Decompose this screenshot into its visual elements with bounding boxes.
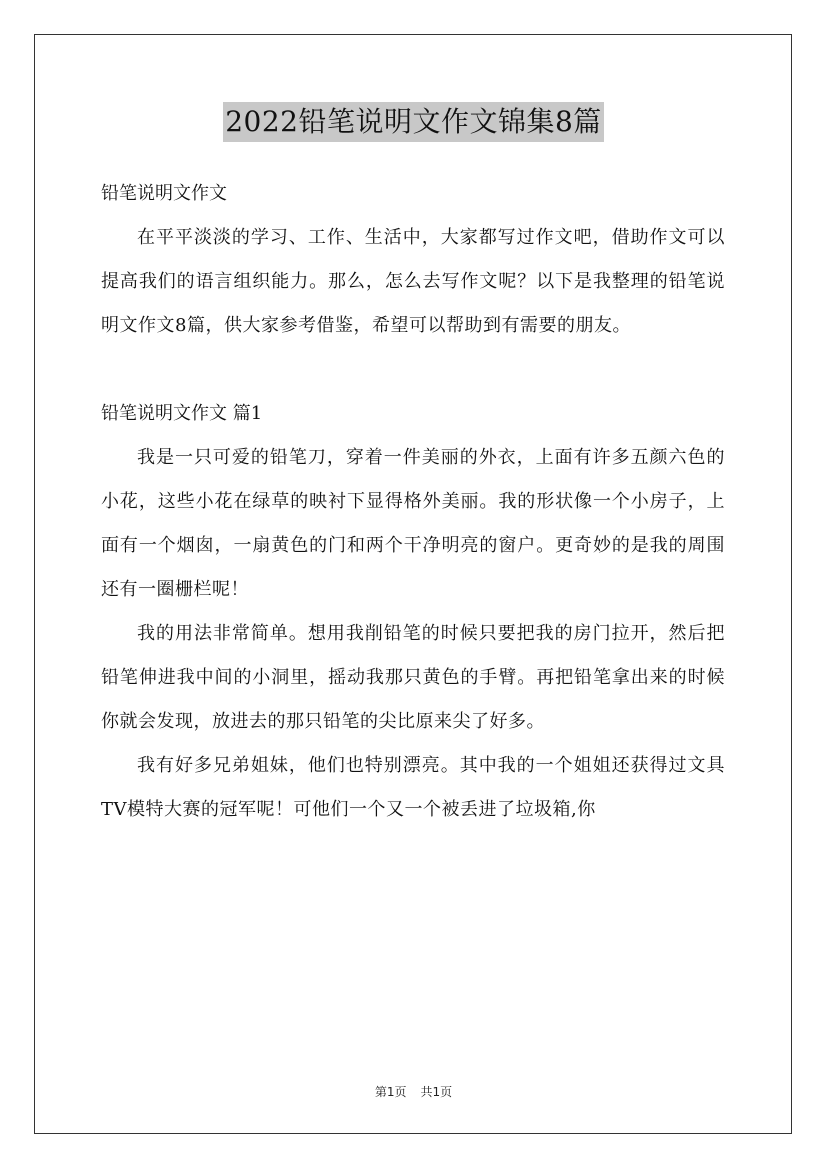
page-number: 第1页 — [374, 1085, 407, 1099]
section1-paragraph-2: 我的用法非常简单。想用我削铅笔的时候只要把我的房门拉开，然后把铅笔伸进我中间的小洞里，摇动我那只黄色的手臂。再把铅笔拿出来的时候你就会发现，放进去的那只铅笔的尖比原来尖了好多。 — [101, 623, 725, 732]
section-spacer — [101, 348, 725, 392]
page-footer — [0, 1083, 827, 1100]
title-container — [0, 102, 827, 142]
intro-heading: 铅笔说明文作文 — [101, 183, 227, 204]
document-title: 2022铅笔说明文作文锦集8篇 — [223, 102, 604, 142]
document-body — [101, 172, 725, 832]
section1-heading: 铅笔说明文作文 篇1 — [101, 403, 263, 424]
section1-paragraph-3: 我有好多兄弟姐妹，他们也特别漂亮。其中我的一个姐姐还获得过文具TV模特大赛的冠军呢！可他们一个又一个被丢进了垃圾箱,你 — [101, 755, 725, 820]
page-total: 共1页 — [420, 1085, 453, 1099]
section1-paragraph-1: 我是一只可爱的铅笔刀，穿着一件美丽的外衣，上面有许多五颜六色的小花，这些小花在绿草的映衬下显得格外美丽。我的形状像一个小房子，上面有一个烟囱，一扇黄色的门和两个干净明亮的窗户。更奇妙的是我的周围还有一圈栅栏呢！ — [101, 447, 725, 600]
intro-paragraph: 在平平淡淡的学习、工作、生活中，大家都写过作文吧，借助作文可以提高我们的语言组织能力。那么，怎么去写作文呢？以下是我整理的铅笔说明文作文8篇，供大家参考借鉴，希望可以帮助到有需要的朋友。 — [101, 227, 725, 336]
